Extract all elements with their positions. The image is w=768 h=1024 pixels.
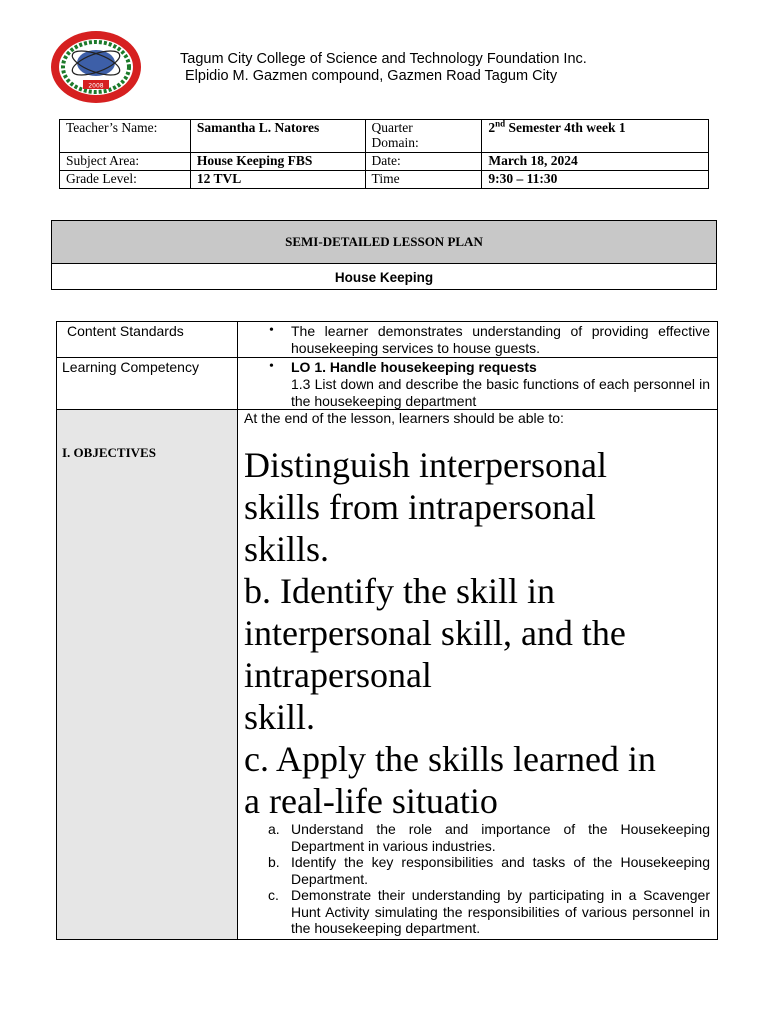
bullet-icon: • (269, 323, 274, 338)
content-standards-label-cell (56, 321, 238, 358)
learning-competency-title: LO 1. Handle housekeeping requests (291, 359, 537, 375)
objectives-cell (237, 409, 718, 940)
objective-line: interpersonal skill, and the (244, 613, 626, 653)
logo-year: 2008 (88, 82, 104, 90)
subject-area-label: Subject Area: (60, 153, 191, 171)
objectives-label: I. OBJECTIVES (62, 445, 156, 460)
lesson-plan-title: SEMI-DETAILED LESSON PLAN (52, 221, 716, 264)
lesson-plan-subject: House Keeping (334, 270, 434, 285)
list-item-text: Identify the key responsibilities and tasks of the Housekeeping Department. (291, 854, 710, 887)
time-label: Time (365, 171, 482, 189)
lesson-plan-title-box (51, 220, 717, 290)
objective-line: c. Apply the skills learned in (244, 739, 656, 779)
list-item-text: Demonstrate their understanding by participating in a Scavenger Hunt Activity simulating the responsibilities of various personnel in the housekeeping department. (291, 887, 710, 936)
objective-line: intrapersonal (244, 655, 432, 695)
objective-line: a real-life situatio (244, 781, 498, 821)
content-standards-text: The learner demonstrates understanding of providing effective housekeeping services to house guests. (291, 323, 710, 356)
grade-level-value: 12 TVL (190, 171, 365, 189)
list-marker: b. (268, 854, 280, 870)
learning-competency-label-cell (56, 357, 238, 410)
learning-competency-text: 1.3 List down and describe the basic functions of each personnel in the housekeeping department (291, 376, 710, 409)
date-label: Date: (365, 153, 482, 171)
objective-line: Distinguish interpersonal (244, 445, 607, 485)
list-item (268, 821, 710, 854)
objectives-large-text (244, 444, 714, 822)
objectives-intro: At the end of the lesson, learners should be able to: (244, 410, 564, 426)
teacher-name-label: Teacher’s Name: (60, 120, 191, 153)
list-item-text: Understand the role and importance of the Housekeeping Department in various industries. (291, 821, 710, 854)
learning-competency-cell (237, 357, 718, 410)
list-item (268, 887, 710, 937)
objective-line: skills from intrapersonal (244, 487, 596, 527)
quarter-domain-label: Quarter Domain: (365, 120, 482, 153)
school-name: Tagum City College of Science and Technology Foundation Inc. (180, 51, 587, 67)
objective-line: skill. (244, 697, 316, 737)
objectives-label-cell (56, 409, 238, 940)
content-standards-cell (237, 321, 718, 358)
date-value: March 18, 2024 (482, 153, 709, 171)
quarter-domain-value: 2nd Semester 4th week 1 (482, 120, 709, 153)
bullet-icon: • (269, 359, 274, 374)
time-value: 9:30 – 11:30 (482, 171, 709, 189)
school-address: Elpidio M. Gazmen compound, Gazmen Road Tagum City (185, 68, 558, 84)
objectives-list (268, 821, 710, 937)
list-item (268, 854, 710, 887)
content-standards-label: Content Standards (67, 323, 184, 339)
subject-area-value: House Keeping FBS (190, 153, 365, 171)
list-marker: c. (268, 887, 279, 903)
teacher-info-table (59, 119, 709, 189)
learning-competency-label: Learning Competency (62, 359, 199, 375)
school-seal-logo (50, 30, 142, 104)
objective-line: b. Identify the skill in (244, 571, 555, 611)
grade-level-label: Grade Level: (60, 171, 191, 189)
list-marker: a. (268, 821, 280, 837)
objective-line: skills. (244, 529, 330, 569)
teacher-name-value: Samantha L. Natores (190, 120, 365, 153)
